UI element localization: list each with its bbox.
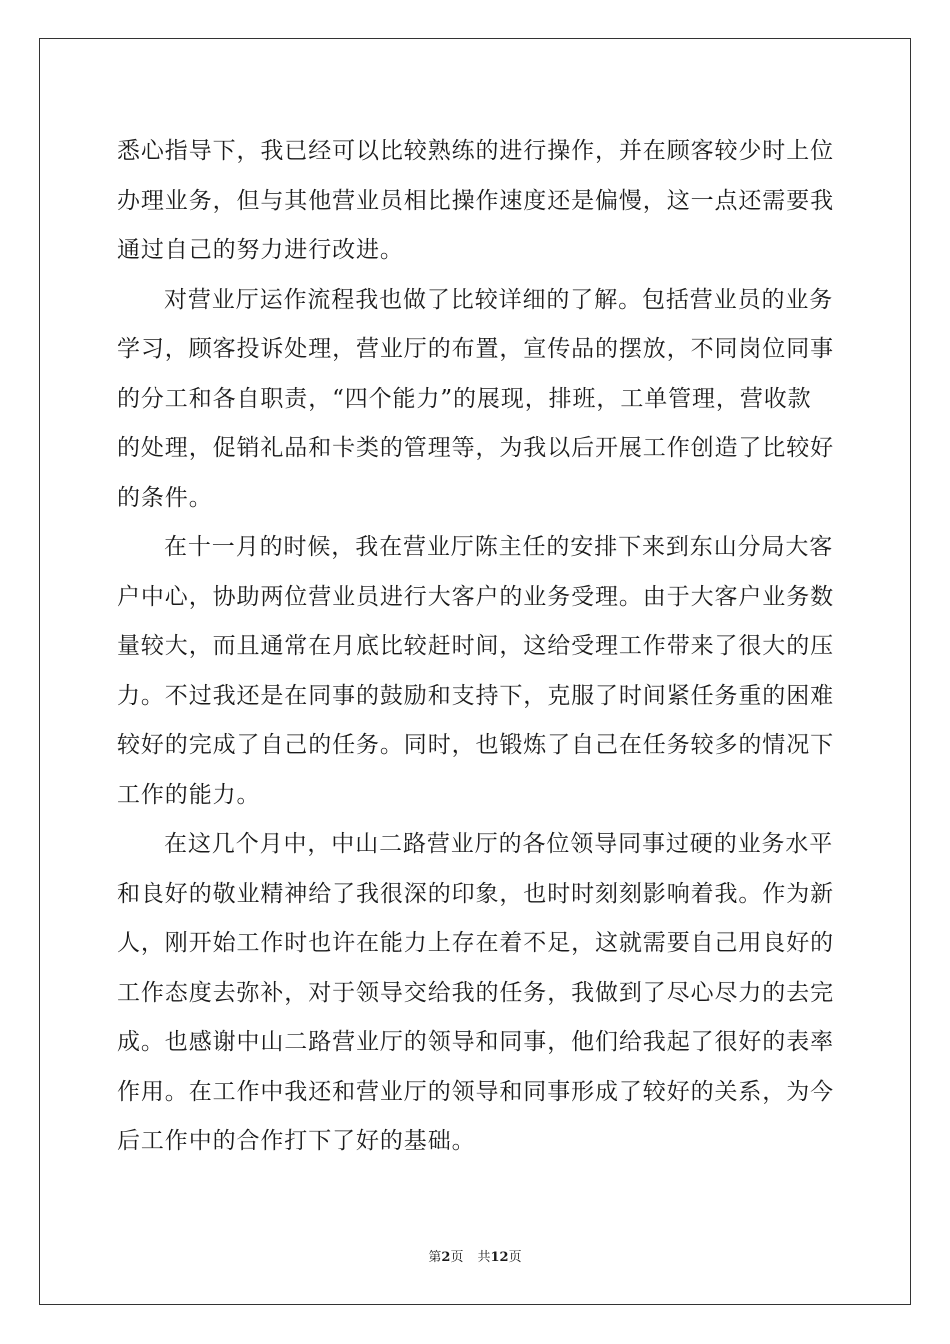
text-line: 对营业厅运作流程我也做了比较详细的了解。包括营业员的业务 xyxy=(164,286,834,313)
text-line: 工作的能力。 xyxy=(117,781,261,808)
text-line: 较好的完成了自己的任务。同时，也锻炼了自己在任务较多的情况下 xyxy=(117,732,834,758)
text-line: 力。不过我还是在同事的鼓励和支持下，克服了时间紧任务重的困难 xyxy=(117,682,834,709)
paragraph-4 xyxy=(117,820,833,1167)
paragraph-2 xyxy=(117,276,833,524)
page-number: 2 xyxy=(441,1250,451,1265)
paragraph-1 xyxy=(117,127,833,276)
text-line: 量较大，而且通常在月底比较赶时间，这给受理工作带来了很大的压 xyxy=(117,633,834,659)
text-line: 作用。在工作中我还和营业厅的领导和同事形成了较好的关系，为今 xyxy=(117,1078,834,1105)
paragraph-3 xyxy=(117,523,833,820)
total-prefix: 共 xyxy=(477,1250,491,1265)
text-line: 和良好的敬业精神给了我很深的印象，也时时刻刻影响着我。作为新 xyxy=(117,880,834,907)
text-line: 的条件。 xyxy=(117,484,213,511)
page-suffix: 页 xyxy=(450,1250,464,1265)
text-line: 后工作中的合作打下了好的基础。 xyxy=(117,1128,476,1154)
document-body xyxy=(117,127,833,1167)
total-suffix: 页 xyxy=(508,1250,522,1265)
text-line: 的分工和各自职责，“四个能力”的展现，排班，工单管理，营收款 xyxy=(117,385,812,412)
text-line: 学习，顾客投诉处理，营业厅的布置，宣传品的摆放，不同岗位同事 xyxy=(117,336,834,362)
total-pages: 12 xyxy=(490,1250,509,1265)
text-line: 的处理，促销礼品和卡类的管理等，为我以后开展工作创造了比较好 xyxy=(117,435,834,461)
text-line: 工作态度去弥补，对于领导交给我的任务，我做到了尽心尽力的去完 xyxy=(117,979,834,1006)
text-line: 办理业务，但与其他营业员相比操作速度还是偏慢，这一点还需要我 xyxy=(117,187,834,214)
text-line: 人，刚开始工作时也许在能力上存在着不足，这就需要自己用良好的 xyxy=(117,930,834,956)
text-line: 通过自己的努力进行改进。 xyxy=(117,237,404,263)
text-line: 户中心，协助两位营业员进行大客户的业务受理。由于大客户业务数 xyxy=(117,583,834,610)
text-line: 成。也感谢中山二路营业厅的领导和同事，他们给我起了很好的表率 xyxy=(117,1029,834,1055)
text-line: 悉心指导下，我已经可以比较熟练的进行操作，并在顾客较少时上位 xyxy=(117,138,834,164)
page-prefix: 第 xyxy=(428,1250,442,1265)
text-line: 在十一月的时候，我在营业厅陈主任的安排下来到东山分局大客 xyxy=(164,534,834,560)
page-footer xyxy=(0,1246,950,1265)
text-line: 在这几个月中，中山二路营业厅的各位领导同事过硬的业务水平 xyxy=(164,831,834,857)
